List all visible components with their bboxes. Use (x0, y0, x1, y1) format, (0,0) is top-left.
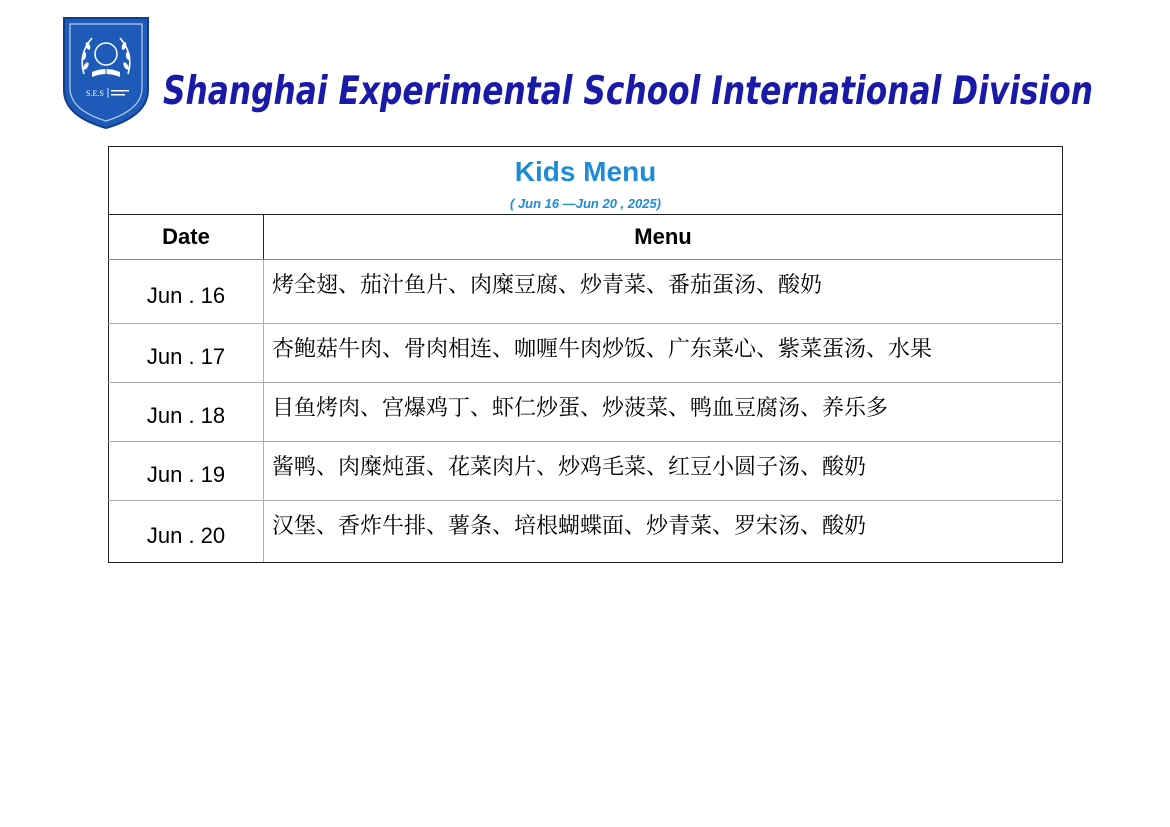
column-header-menu: Menu (264, 215, 1063, 260)
menu-table (108, 146, 1063, 563)
school-name-banner (163, 58, 1103, 118)
row-menu-items: 目鱼烤肉、宫爆鸡丁、虾仁炒蛋、炒菠菜、鸭血豆腐汤、养乐多 (264, 383, 1063, 442)
row-date: Jun . 19 (109, 442, 264, 501)
school-logo (62, 16, 150, 130)
menu-title: Kids Menu (514, 156, 657, 187)
menu-date-range: ( Jun 16 —Jun 20 , 2025) (510, 196, 662, 211)
row-date: Jun . 16 (109, 260, 264, 324)
logo-text: S.E.S (86, 89, 104, 98)
table-row (109, 383, 1063, 442)
table-row (109, 324, 1063, 383)
table-row (109, 260, 1063, 324)
row-menu-items: 烤全翅、茄汁鱼片、肉糜豆腐、炒青菜、番茄蛋汤、酸奶 (264, 260, 1063, 324)
row-menu-items: 杏鲍菇牛肉、骨肉相连、咖喱牛肉炒饭、广东菜心、紫菜蛋汤、水果 (264, 324, 1063, 383)
table-row (109, 442, 1063, 501)
row-menu-items: 酱鸭、肉糜炖蛋、花菜肉片、炒鸡毛菜、红豆小圆子汤、酸奶 (264, 442, 1063, 501)
row-menu-items: 汉堡、香炸牛排、薯条、培根蝴蝶面、炒青菜、罗宋汤、酸奶 (264, 501, 1063, 563)
school-name: Shanghai Experimental School International Division (163, 69, 1093, 114)
row-date: Jun . 20 (109, 501, 264, 563)
row-date: Jun . 18 (109, 383, 264, 442)
menu-title-cell (109, 147, 1063, 215)
column-header-date: Date (109, 215, 264, 260)
table-row (109, 501, 1063, 563)
row-date: Jun . 17 (109, 324, 264, 383)
